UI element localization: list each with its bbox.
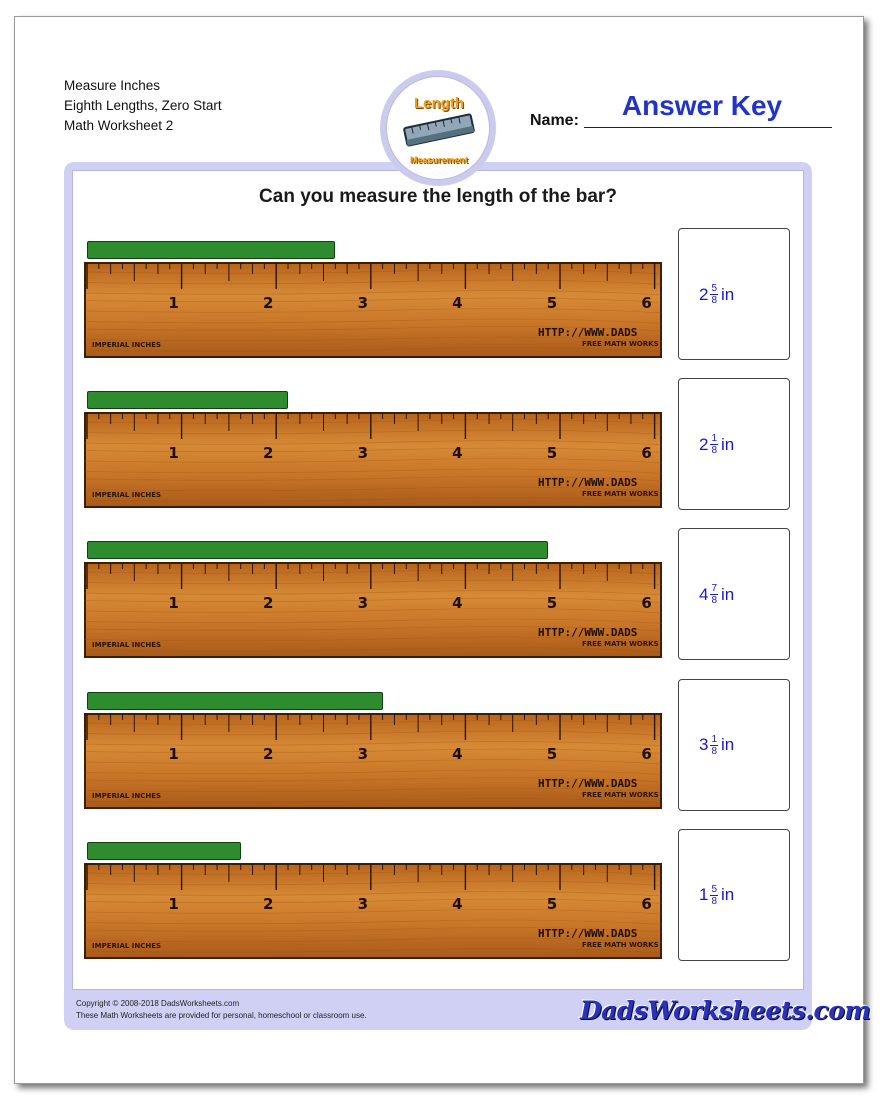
answer-whole: 4 <box>699 584 709 604</box>
ruler-number: 5 <box>546 594 558 613</box>
badge-title: Length <box>414 95 464 112</box>
ruler-number: 3 <box>357 744 369 763</box>
ruler <box>84 562 662 658</box>
answer-value <box>699 283 734 306</box>
answer-unit: in <box>721 885 735 905</box>
answer-box[interactable] <box>678 679 790 811</box>
fraction-denominator: 8 <box>711 595 718 607</box>
fraction-denominator: 8 <box>711 445 718 457</box>
fraction-numerator: 5 <box>711 283 718 294</box>
answer-fraction <box>710 583 718 606</box>
ruler-number: 4 <box>452 444 463 463</box>
header-subtitle: Eighth Lengths, Zero Start <box>64 98 222 113</box>
ruler-icon <box>401 113 477 147</box>
ruler-label-free: FREE MATH WORKS <box>582 490 659 499</box>
name-field-line[interactable] <box>584 127 832 128</box>
ruler-number: 4 <box>452 744 463 763</box>
name-label: Name: <box>530 112 579 129</box>
dadsworksheets-logo: DadsWorksheets.com <box>580 996 871 1025</box>
answer-whole: 1 <box>699 885 709 905</box>
ruler-label-url: HTTP://WWW.DADS <box>538 626 638 640</box>
answer-unit: in <box>721 584 735 604</box>
ruler-number: 6 <box>641 744 652 763</box>
ruler-number: 1 <box>168 294 179 312</box>
ruler-number: 6 <box>641 594 652 613</box>
ruler-label-url: HTTP://WWW.DADS <box>538 776 638 790</box>
ruler-number: 3 <box>357 294 369 312</box>
answer-fraction <box>710 734 718 757</box>
ruler-label-free: FREE MATH WORKS <box>582 640 659 649</box>
wooden-ruler <box>84 863 662 959</box>
fraction-numerator: 1 <box>711 733 718 745</box>
answer-fraction <box>710 884 718 907</box>
answer-key-text: Answer Key <box>621 90 783 121</box>
answer-unit: in <box>721 434 735 454</box>
wooden-ruler <box>84 562 662 658</box>
ruler-number: 6 <box>641 294 652 312</box>
fraction-denominator: 8 <box>711 745 718 757</box>
wooden-ruler <box>84 713 662 809</box>
ruler-number: 1 <box>168 894 179 913</box>
ruler-number: 3 <box>357 594 369 613</box>
ruler-number: 2 <box>262 594 274 613</box>
ruler-number: 6 <box>641 444 652 463</box>
answer-value <box>699 884 734 907</box>
badge-inner-circle <box>386 76 490 180</box>
ruler-number: 6 <box>641 894 652 913</box>
badge-subtitle: Measurement <box>409 155 469 165</box>
answer-box[interactable] <box>678 378 790 510</box>
ruler-number: 4 <box>452 594 463 613</box>
ruler-number: 2 <box>262 744 274 763</box>
ruler-number: 3 <box>357 444 369 463</box>
wooden-ruler <box>84 262 662 358</box>
footer <box>76 998 367 1022</box>
ruler-number: 1 <box>168 744 179 763</box>
answer-whole: 3 <box>699 735 709 755</box>
answer-value <box>699 734 734 757</box>
answer-whole: 2 <box>699 434 709 454</box>
footer-copyright: Copyright © 2008-2018 DadsWorksheets.com <box>76 999 240 1008</box>
ruler-number: 5 <box>546 744 558 763</box>
ruler <box>84 863 662 959</box>
ruler-number: 4 <box>452 894 463 913</box>
ruler <box>84 412 662 508</box>
fraction-denominator: 8 <box>711 895 718 907</box>
ruler-label-free: FREE MATH WORKS <box>582 790 659 799</box>
fraction-denominator: 8 <box>711 295 718 306</box>
ruler-label-imperial: IMPERIAL INCHES <box>92 491 162 500</box>
ruler-label-free: FREE MATH WORKS <box>582 940 659 949</box>
wooden-ruler <box>84 412 662 508</box>
green-measure-bar <box>87 842 241 860</box>
fraction-numerator: 1 <box>711 433 718 445</box>
worksheet-header <box>64 76 222 136</box>
answer-fraction <box>710 433 718 456</box>
header-worksheet-number: Math Worksheet 2 <box>64 118 174 133</box>
ruler-label-imperial: IMPERIAL INCHES <box>92 641 162 650</box>
green-measure-bar <box>87 541 548 559</box>
footer-usage-note: These Math Worksheets are provided for personal, homeschool or classroom use. <box>76 1011 367 1020</box>
fraction-numerator: 7 <box>711 583 718 595</box>
ruler-label-url: HTTP://WWW.DADS <box>538 326 638 339</box>
green-measure-bar <box>87 692 383 710</box>
ruler-label-imperial: IMPERIAL INCHES <box>92 341 162 349</box>
ruler-number: 2 <box>262 294 274 312</box>
ruler <box>84 262 662 358</box>
question-text: Can you measure the length of the bar? <box>259 186 617 207</box>
header-title: Measure Inches <box>64 78 161 93</box>
ruler-number: 5 <box>546 894 558 913</box>
ruler-label-imperial: IMPERIAL INCHES <box>92 791 162 800</box>
fraction-numerator: 5 <box>711 883 718 895</box>
ruler-number: 4 <box>452 294 463 312</box>
green-measure-bar <box>87 391 288 409</box>
answer-fraction <box>710 283 718 306</box>
ruler-label-free: FREE MATH WORKS <box>582 340 659 348</box>
answer-unit: in <box>721 284 735 304</box>
ruler-label-url: HTTP://WWW.DADS <box>538 476 638 490</box>
answer-box[interactable] <box>678 829 790 961</box>
ruler <box>84 713 662 809</box>
length-measurement-badge <box>380 70 496 186</box>
ruler-number: 5 <box>546 444 558 463</box>
answer-value <box>699 583 734 606</box>
answer-unit: in <box>721 735 735 755</box>
ruler-number: 1 <box>168 594 179 613</box>
ruler-number: 3 <box>357 894 369 913</box>
answer-whole: 2 <box>699 284 709 304</box>
answer-value <box>699 433 734 456</box>
ruler-number: 1 <box>168 444 179 463</box>
ruler-number: 5 <box>546 294 558 312</box>
ruler-number: 2 <box>262 894 274 913</box>
answer-box[interactable] <box>678 528 790 660</box>
ruler-number: 2 <box>262 444 274 463</box>
answer-box[interactable] <box>678 228 790 360</box>
ruler-label-imperial: IMPERIAL INCHES <box>92 941 162 950</box>
green-measure-bar <box>87 241 335 259</box>
ruler-label-url: HTTP://WWW.DADS <box>538 926 638 940</box>
